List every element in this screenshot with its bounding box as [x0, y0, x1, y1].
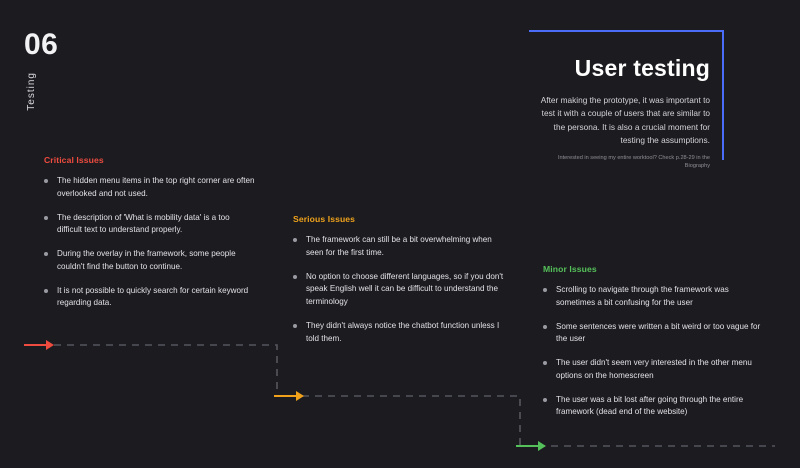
minor-issues-column: [543, 264, 763, 430]
serious-issues-heading: Serious Issues: [293, 214, 356, 224]
list-item: The description of 'What is mobility data' is a too difficult text to understand properly.: [44, 212, 256, 238]
critical-issues-heading: Critical Issues: [44, 155, 104, 165]
critical-issues-column: [44, 155, 256, 321]
list-item: No option to choose different languages, so if you don't speak English well it can be difficult to understand the terminology: [293, 271, 505, 309]
section-number: 06: [24, 28, 59, 61]
critical-arrow-shaft: [24, 344, 46, 347]
list-item: The hidden menu items in the top right corner are often overlooked and not used.: [44, 175, 256, 201]
list-item: The user didn't seem very interested in the other menu options on the homescreen: [543, 357, 763, 383]
minor-issues-heading: Minor Issues: [543, 264, 597, 274]
list-item: The user was a bit lost after going through the entire framework (dead end of the website): [543, 394, 763, 420]
page-title: User testing: [574, 55, 710, 81]
list-item: During the overlay in the framework, some people couldn't find the button to continue.: [44, 248, 256, 274]
section-label: Testing: [26, 72, 37, 111]
list-item: It is not possible to quickly search for certain keyword regarding data.: [44, 285, 256, 311]
list-item: Scrolling to navigate through the framework was sometimes a bit confusing for the user: [543, 284, 763, 310]
serious-issues-column: [293, 214, 505, 356]
serious-arrow: [274, 391, 304, 401]
list-item: The framework can still be a bit overwhelming when seen for the first time.: [293, 234, 505, 260]
critical-arrow: [24, 340, 54, 350]
critical-issues-list: [44, 175, 256, 310]
title-footnote: Interested in seeing my entire worktool? Check p.28-29 in the Biography: [557, 155, 710, 170]
minor-arrow-shaft: [516, 445, 538, 448]
serious-arrow-head: [296, 391, 304, 401]
serious-arrow-shaft: [274, 395, 296, 398]
minor-issues-list: [543, 284, 763, 419]
minor-arrow: [516, 441, 546, 451]
list-item: They didn't always notice the chatbot function unless I told them.: [293, 320, 505, 346]
minor-arrow-head: [538, 441, 546, 451]
title-description: After making the prototype, it was important to test it with a couple of users that are similar to the persona. It is also a crucial moment for testing the assumptions.: [540, 95, 710, 146]
serious-issues-list: [293, 234, 505, 345]
list-item: Some sentences were written a bit weird or too vague for the user: [543, 321, 763, 347]
critical-arrow-head: [46, 340, 54, 350]
